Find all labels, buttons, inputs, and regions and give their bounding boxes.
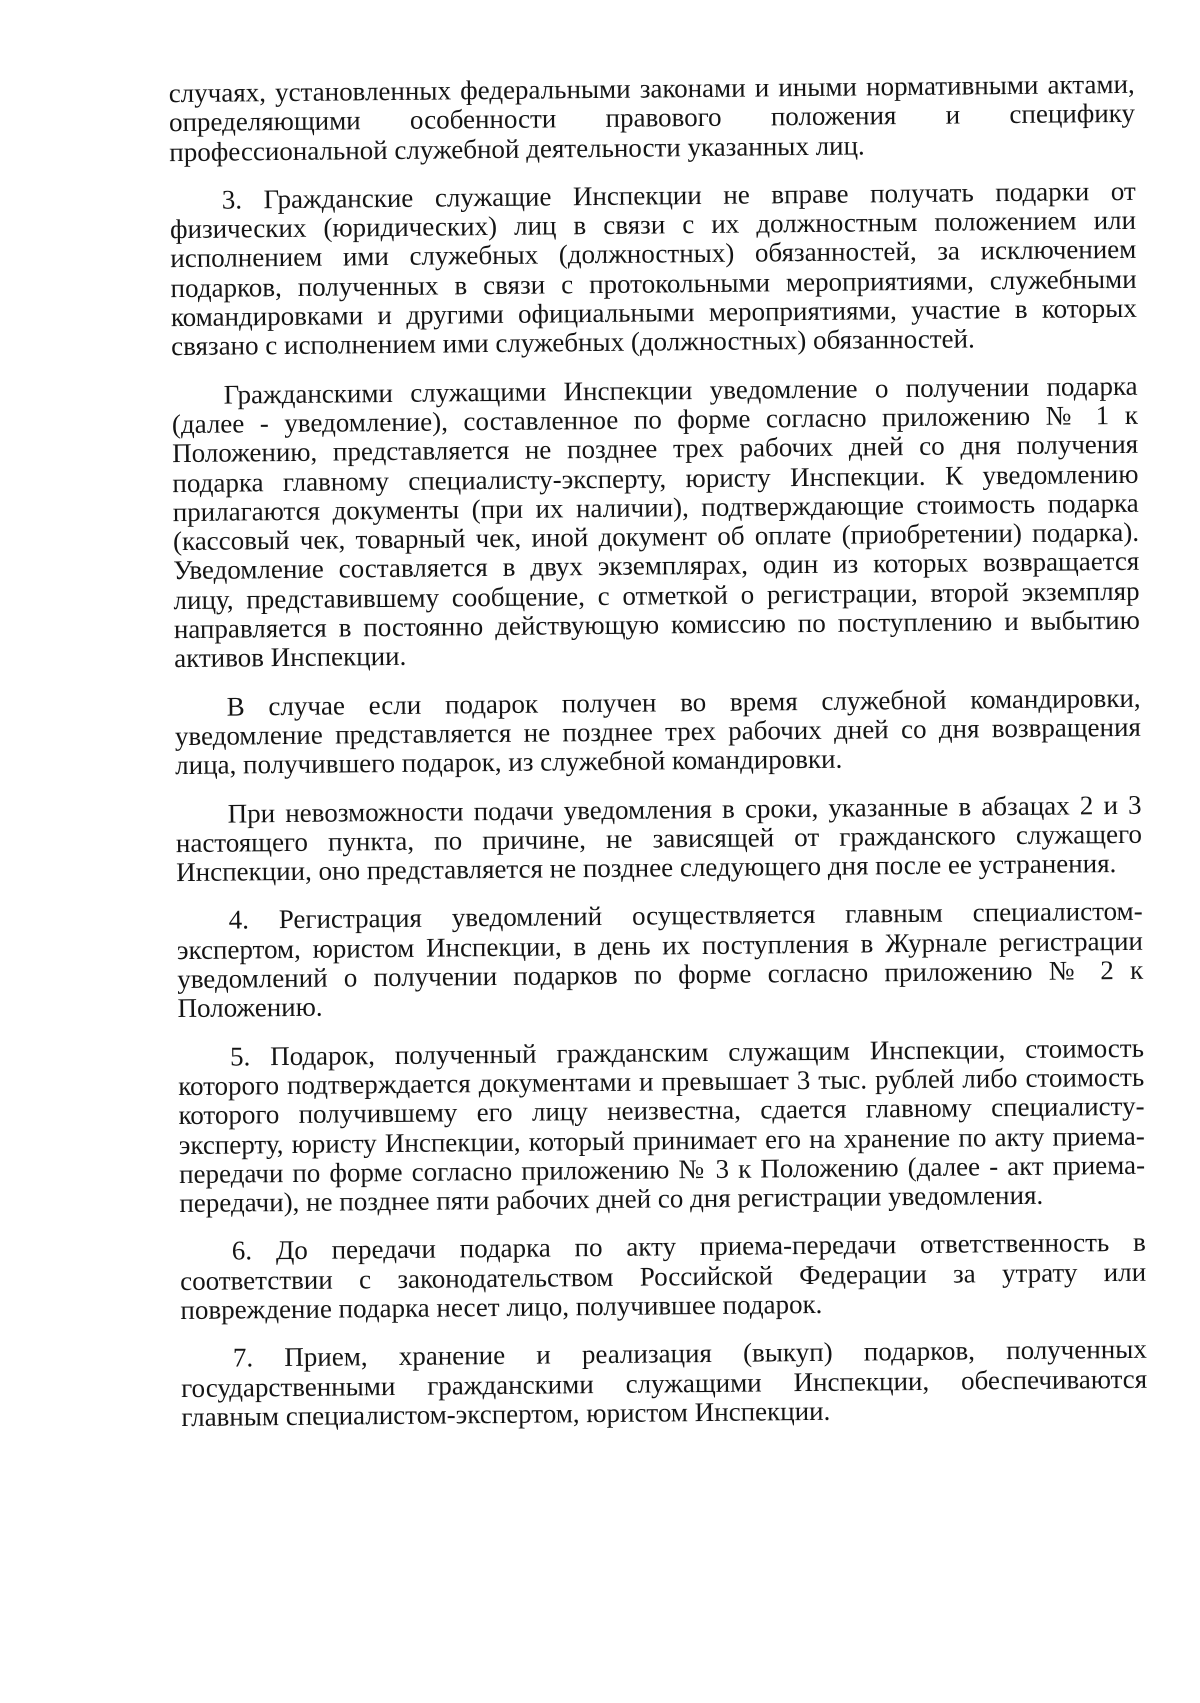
paragraph-continuation: случаях, установленных федеральными законами и иными нормативными актами, определяющими особенности правового положения и специфику профессиональной служебной деятельности указанных лиц.	[168, 68, 1136, 167]
paragraph-notification: Гражданскими служащими Инспекции уведомление о получении подарка (далее - уведомление), составленное по форме согласно приложению № 1 к Положению, представляется не позднее трех рабочих дней со дня получения подарка главному специалисту-эксперту, юристу Инспекции. К уведомлению прилагаются документы (при их наличии), подтверждающие стоимость подарка (кассовый чек, товарный чек, иной документ об оплате (приобретении) подарка). Уведомление составляется в двух экземплярах, один из которых возвращается лицу, представившему сообщение, с отметкой о регистрации, второй экземпляр направляется в постоянно действующую комиссию по поступлению и выбытию активов Инспекции.	[171, 370, 1140, 674]
paragraph-business-trip: В случае если подарок получен во время служебной командировки, уведомление представляется не позднее трех рабочих дней со дня возвращения лица, получившего подарок, из служебной командировки.	[174, 682, 1142, 781]
paragraph-item-5: 5. Подарок, полученный гражданским служащим Инспекции, стоимость которого подтверждается документами и превышает 3 тыс. рублей либо стоимость которого получившему его лицу неизвестна, сдается главному специалисту-эксперту, юристу Инспекции, который принимает его на хранение по акту приема-передачи по форме согласно приложению № 3 к Положению (далее - акт приема-передачи), не позднее пяти рабочих дней со дня регистрации уведомления.	[178, 1032, 1146, 1219]
paragraph-item-7: 7. Прием, хранение и реализация (выкуп) подарков, полученных государственными гражданскими служащими Инспекции, обеспечиваются главным специалистом-экспертом, юристом Инспекции.	[181, 1334, 1148, 1432]
paragraph-item-6: 6. До передачи подарка по акту приема-передачи ответственность в соответствии с законодательством Российской Федерации за утрату или повреждение подарка несет лицо, получившее подарок.	[179, 1227, 1147, 1326]
paragraph-impossibility: При невозможности подачи уведомления в сроки, указанные в абзацах 2 и 3 настоящего пункта, по причине, не зависящей от гражданского служащего Инспекции, оно представляется не позднее следующего дня после ее устранения.	[175, 789, 1143, 888]
paragraph-item-3: 3. Гражданские служащие Инспекции не вправе получать подарки от физических (юридических) лиц в связи с их должностным положением или исполнением ими служебных (должностных) обязанностей, за исключением подарков, полученных в связи с протокольными мероприятиями, служебными командировками и другими официальными мероприятиями, участие в которых связано с исполнением ими служебных (должностных) обязанностей.	[169, 175, 1137, 362]
paragraph-item-4: 4. Регистрация уведомлений осуществляется главным специалистом-экспертом, юристом Инспекции, в день их поступления в Журнале регистрации уведомлений о получении подарков по форме согласно приложению № 2 к Положению.	[176, 896, 1144, 1024]
